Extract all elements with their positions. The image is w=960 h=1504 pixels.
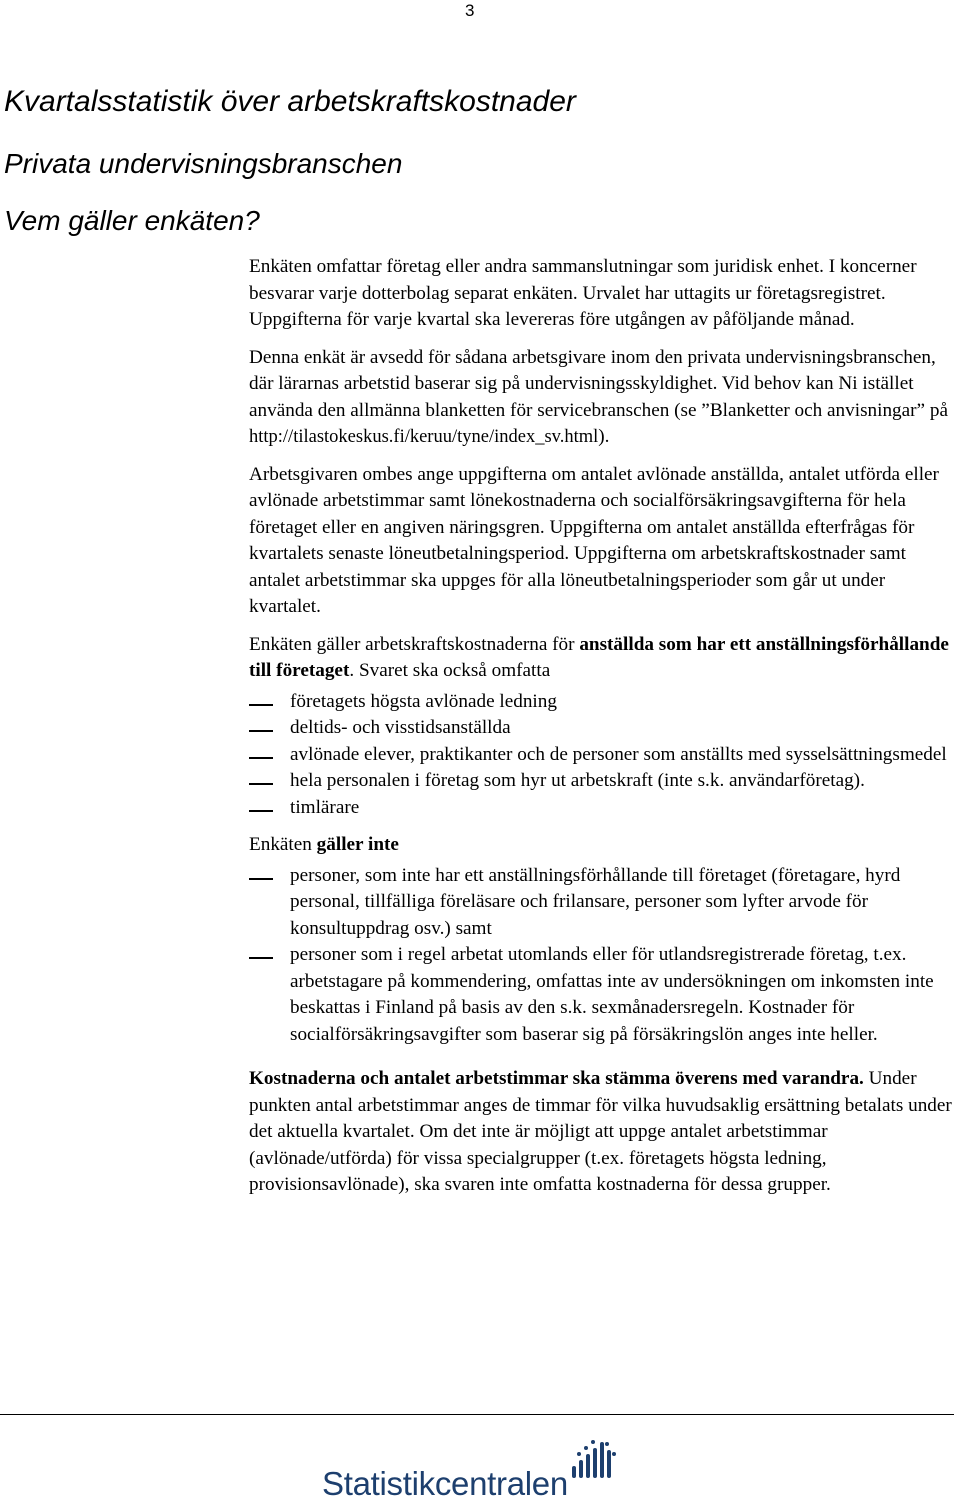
- includes-intro-start: Enkäten gäller arbetskraftskostnaderna för: [249, 633, 580, 655]
- logo-text: Statistikcentralen: [322, 1465, 568, 1502]
- excludes-list: [249, 863, 955, 1049]
- dash-bullet-icon: [249, 757, 273, 759]
- list-item-text: personer som i regel arbetat utomlands eller för utlandsregistrerade företag, t.ex. arbetstagare på kommendering, omfattas inte av undersökningen om inkomsten inte beskattas i Finland på basis av den s.k. sexmånadersregeln. Kostnader för socialförsäkringsavgifter som baserar sig på försäkringslön anges inte heller.: [290, 944, 934, 1045]
- dash-bullet-icon: [249, 704, 273, 706]
- body-text: [249, 254, 955, 1210]
- list-item: [249, 768, 955, 795]
- paragraph-includes-intro: [249, 632, 955, 685]
- list-item-text: hela personalen i företag som hyr ut arbetskraft (inte s.k. användarföretag).: [290, 770, 865, 791]
- statistikcentralen-logo: [322, 1436, 632, 1502]
- list-item: [249, 742, 955, 769]
- excludes-intro-start: Enkäten: [249, 834, 317, 855]
- forms-url: http://tilastokeskus.fi/keruu/tyne/index_sv.html: [249, 427, 599, 447]
- list-item-text: avlönade elever, praktikanter och de personer som anställts med sysselsättningsmedel: [290, 743, 947, 765]
- paragraph-target-text: Denna enkät är avsedd för sådana arbetsgivare inom den privata undervisningsbranschen, där lärarnas arbetstid baserar sig på undervisningsskyldighet. Vid behov kan Ni istället använda den allmänna blanketten för servicebranschen (se ”Blanketter och anvisningar” på: [249, 346, 948, 421]
- dash-bullet-icon: [249, 957, 273, 959]
- list-item-text: timlärare: [290, 796, 360, 818]
- list-item: [249, 689, 955, 716]
- hours-rest: Under punkten antal arbetstimmar anges de timmar för vilka huvudsaklig ersättning betalats under det aktuella kvartalet. Om det inte är möjligt att uppge antalet arbetstimmar (avlönade/utförda) för vissa specialgrupper (t.ex. företagets högsta ledning, provisionsavlönade), ska svaren inte omfatta kostnaderna för dessa grupper.: [249, 1068, 952, 1195]
- paragraph-excludes-intro: [249, 832, 955, 859]
- list-item: [249, 715, 955, 742]
- statistics-bars-icon: [570, 1440, 618, 1480]
- paragraph-scope: Enkäten omfattar företag eller andra sammanslutningar som juridisk enhet. I koncerner besvarar varje dotterbolag separat enkäten. Urvalet har uttagits ur företagsregistret. Uppgifterna för varje kvartal ska levereras före utgången av påföljande månad.: [249, 256, 917, 330]
- list-item-text: personer, som inte har ett anställningsförhållande till företaget (företagare, hyrd personal, tillfälliga föreläsare och frilansare, personer som lyfter arvode för konsultuppdrag osv.) samt: [290, 864, 901, 939]
- includes-intro-end: . Svaret ska också omfatta: [349, 660, 551, 681]
- paragraph-target-end: ).: [598, 426, 610, 447]
- paragraph-instructions: Arbetsgivaren ombes ange uppgifterna om antalet avlönade anställda, antalet utförda eller avlönade arbetstimmar samt lönekostnaderna och socialförsäkringsavgifterna för hela företaget eller en angiven näringsgren. Uppgifterna om antalet anställda efterfrågas för kvartalets senaste löneutbetalningsperiod. Uppgifterna om arbetskraftskostnader samt antalet arbetstimmar ska uppges för alla löneutbetalningsperioder som går ut under kvartalet.: [249, 463, 939, 617]
- paragraph-hours: [249, 1066, 955, 1199]
- list-item: [249, 942, 955, 1048]
- dash-bullet-icon: [249, 730, 273, 732]
- document-subtitle: Privata undervisningsbranschen: [4, 148, 403, 179]
- dash-bullet-icon: [249, 878, 273, 880]
- dash-bullet-icon: [249, 783, 273, 785]
- hours-bold: Kostnaderna och antalet arbetstimmar ska stämma överens med varandra.: [249, 1068, 864, 1089]
- list-item-text: deltids- och visstidsanställda: [290, 717, 511, 738]
- paragraph-target: [249, 345, 955, 451]
- list-item: [249, 795, 955, 822]
- section-heading: Vem gäller enkäten?: [4, 205, 260, 236]
- excludes-intro-bold: gäller inte: [316, 834, 399, 855]
- page-number: 3: [465, 1, 475, 20]
- list-item: [249, 863, 955, 943]
- includes-list: [249, 689, 955, 822]
- footer-divider: [0, 1414, 954, 1415]
- list-item-text: företagets högsta avlönade ledning: [290, 690, 557, 712]
- dash-bullet-icon: [249, 810, 273, 812]
- includes-intro-bold: anställda som har ett anställningsförhållande till företaget: [249, 633, 949, 681]
- document-title: Kvartalsstatistik över arbetskraftskostnader: [4, 85, 576, 118]
